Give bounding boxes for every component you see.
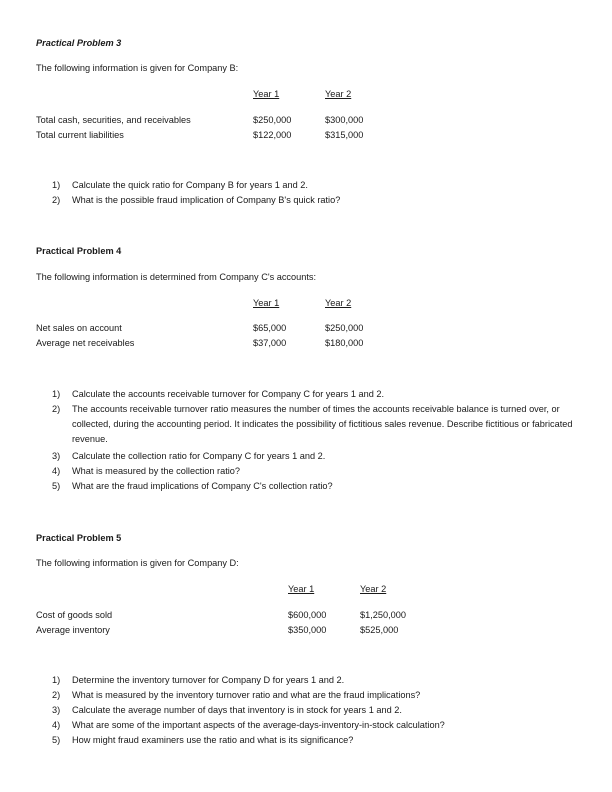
p4-col-year1: Year 1 <box>253 298 280 308</box>
p4-question-4-text: What is measured by the collection ratio? <box>72 466 241 476</box>
p3-col-year1: Year 1 <box>253 89 280 99</box>
p4-row2-year2: $180,000 <box>325 338 364 348</box>
p5-question-4-text: What are some of the important aspects of the average-days-inventory-in-stock calculation? <box>72 720 445 730</box>
p5-question-2-num: 2) <box>52 690 61 700</box>
p3-question-2-text: What is the possible fraud implication of Company B's quick ratio? <box>72 195 341 205</box>
p5-row1-label: Cost of goods sold <box>36 610 113 620</box>
p3-row2-label: Total current liabilities <box>36 130 124 140</box>
p5-col-year2: Year 2 <box>360 584 387 594</box>
p4-question-1 <box>52 387 582 402</box>
p4-question-4 <box>52 464 582 479</box>
p5-row2-year1: $350,000 <box>288 625 327 635</box>
p5-row2-year2: $525,000 <box>360 625 399 635</box>
p5-question-2 <box>52 688 582 703</box>
p4-col-year2: Year 2 <box>325 298 352 308</box>
p5-question-1-text: Determine the inventory turnover for Company D for years 1 and 2. <box>72 675 345 685</box>
p5-question-4 <box>52 718 582 733</box>
p4-question-2-text: The accounts receivable turnover ratio measures the number of times the accounts receivable balance is turned over, or collected, during the accounting period. It indicates the possibility of fictitious sales revenue. Describe fictitious or fabricated revenue. <box>72 404 573 444</box>
p5-question-4-num: 4) <box>52 720 61 730</box>
p5-row1-year2: $1,250,000 <box>360 610 406 620</box>
p4-question-3-text: Calculate the collection ratio for Company C for years 1 and 2. <box>72 451 326 461</box>
p3-row2-year2: $315,000 <box>325 130 364 140</box>
p3-intro: The following information is given for Company B: <box>36 63 239 73</box>
p5-question-3-text: Calculate the average number of days that inventory is in stock for years 1 and 2. <box>72 705 402 715</box>
p5-question-1 <box>52 673 582 688</box>
p3-row2-year1: $122,000 <box>253 130 292 140</box>
p4-question-1-text: Calculate the accounts receivable turnover for Company C for years 1 and 2. <box>72 389 385 399</box>
p4-row2-year1: $37,000 <box>253 338 287 348</box>
p5-question-5 <box>52 733 582 748</box>
p4-title: Practical Problem 4 <box>36 246 122 256</box>
p5-question-5-text: How might fraud examiners use the ratio and what is its significance? <box>72 735 354 745</box>
p4-row1-label: Net sales on account <box>36 323 122 333</box>
p5-col-year1: Year 1 <box>288 584 315 594</box>
p4-question-4-num: 4) <box>52 466 61 476</box>
p4-intro: The following information is determined from Company C's accounts: <box>36 272 317 282</box>
p5-question-3 <box>52 703 582 718</box>
p3-title: Practical Problem 3 <box>36 38 122 48</box>
p4-question-5-num: 5) <box>52 481 61 491</box>
p4-question-5-text: What are the fraud implications of Company C's collection ratio? <box>72 481 333 491</box>
p4-question-2-num: 2) <box>52 404 61 414</box>
p5-title: Practical Problem 5 <box>36 533 122 543</box>
p4-question-1-num: 1) <box>52 389 61 399</box>
p4-question-3-num: 3) <box>52 451 61 461</box>
p5-intro: The following information is given for Company D: <box>36 558 239 568</box>
p4-row2-label: Average net receivables <box>36 338 135 348</box>
p5-question-2-text: What is measured by the inventory turnover ratio and what are the fraud implications? <box>72 690 421 700</box>
p5-question-1-num: 1) <box>52 675 61 685</box>
p3-question-1-num: 1) <box>52 180 61 190</box>
p5-question-5-num: 5) <box>52 735 61 745</box>
p4-row1-year1: $65,000 <box>253 323 287 333</box>
p5-question-3-num: 3) <box>52 705 61 715</box>
p3-question-2-num: 2) <box>52 195 61 205</box>
p3-question-2 <box>52 193 582 208</box>
p3-col-year2: Year 2 <box>325 89 352 99</box>
p3-row1-year1: $250,000 <box>253 115 292 125</box>
p4-row1-year2: $250,000 <box>325 323 364 333</box>
p3-question-1-text: Calculate the quick ratio for Company B for years 1 and 2. <box>72 180 308 190</box>
p5-row2-label: Average inventory <box>36 625 110 635</box>
p3-question-1 <box>52 178 582 193</box>
p4-question-5 <box>52 479 582 494</box>
p3-row1-label: Total cash, securities, and receivables <box>36 115 191 125</box>
p4-question-2 <box>52 402 582 447</box>
p4-question-3 <box>52 449 582 464</box>
p3-row1-year2: $300,000 <box>325 115 364 125</box>
p5-row1-year1: $600,000 <box>288 610 327 620</box>
